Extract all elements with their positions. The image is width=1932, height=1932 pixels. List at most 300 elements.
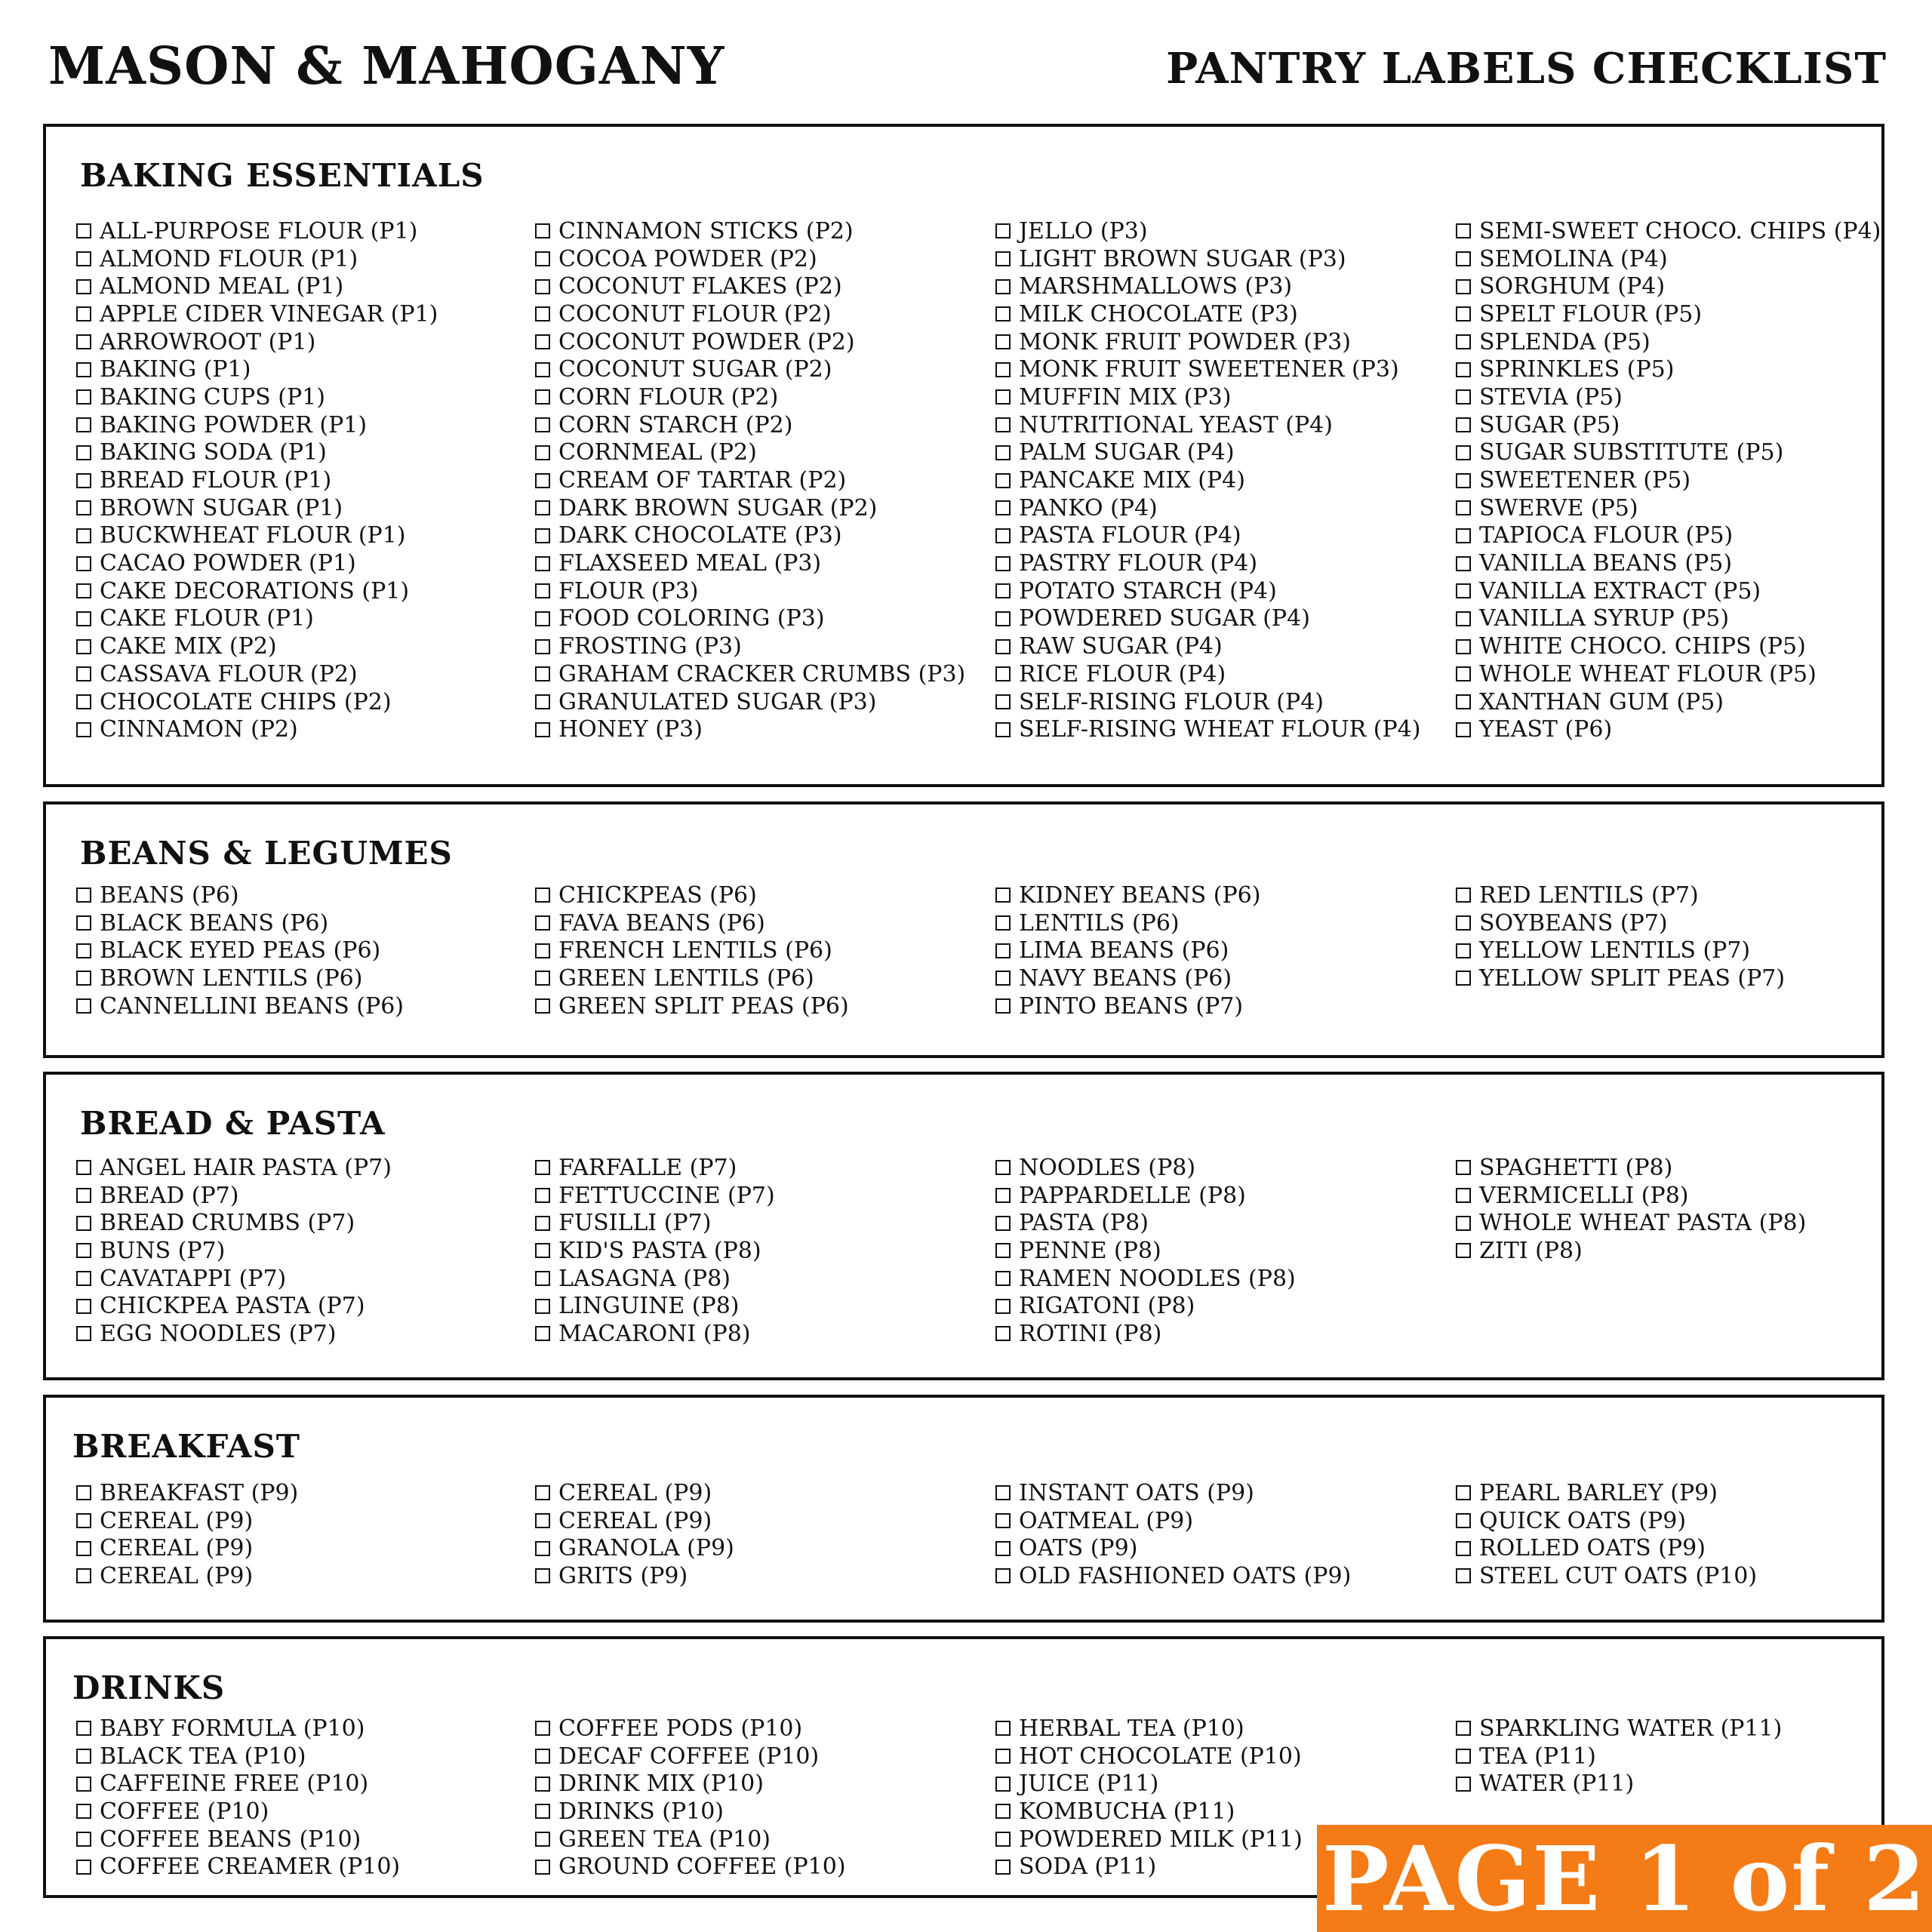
checkbox[interactable] <box>76 417 91 432</box>
checklist-item[interactable] <box>535 992 995 1020</box>
checklist-item[interactable] <box>535 300 995 328</box>
checkbox[interactable] <box>1456 1513 1471 1528</box>
checklist-item[interactable] <box>995 632 1456 660</box>
checkbox[interactable] <box>535 1160 550 1175</box>
checklist-item[interactable] <box>1456 245 1909 273</box>
checkbox[interactable] <box>995 223 1011 238</box>
checkbox[interactable] <box>76 528 91 543</box>
checklist-item[interactable] <box>1456 355 1909 383</box>
checklist-item[interactable] <box>76 1479 535 1507</box>
checklist-item[interactable] <box>535 937 995 964</box>
checklist-item[interactable] <box>535 715 995 743</box>
checkbox[interactable] <box>995 1243 1011 1258</box>
checklist-item[interactable] <box>1456 272 1909 300</box>
checkbox[interactable] <box>535 1513 550 1528</box>
checklist-item[interactable] <box>995 605 1456 633</box>
checklist-item[interactable] <box>995 1154 1456 1182</box>
checkbox[interactable] <box>76 1188 91 1203</box>
checkbox[interactable] <box>995 556 1011 571</box>
checkbox[interactable] <box>995 334 1011 349</box>
checkbox[interactable] <box>76 473 91 488</box>
checklist-item[interactable] <box>535 411 995 439</box>
checklist-item[interactable] <box>76 909 535 937</box>
checklist-item[interactable] <box>995 383 1456 411</box>
checklist-item[interactable] <box>76 1265 535 1293</box>
checklist-item[interactable] <box>76 715 535 743</box>
checkbox[interactable] <box>1456 1568 1471 1583</box>
checklist-item[interactable] <box>76 577 535 605</box>
checklist-item[interactable] <box>76 494 535 522</box>
checklist-item[interactable] <box>1456 937 1909 964</box>
checkbox[interactable] <box>535 1777 550 1792</box>
checklist-item[interactable] <box>995 300 1456 328</box>
checkbox[interactable] <box>76 500 91 515</box>
checklist-item[interactable] <box>76 1534 535 1562</box>
checklist-item[interactable] <box>535 522 995 550</box>
checklist-item[interactable] <box>76 549 535 577</box>
checkbox[interactable] <box>995 1188 1011 1203</box>
checklist-item[interactable] <box>535 217 995 245</box>
checkbox[interactable] <box>535 1860 550 1875</box>
checklist-item[interactable] <box>1456 439 1909 467</box>
checklist-item[interactable] <box>76 1237 535 1265</box>
checklist-item[interactable] <box>76 328 535 356</box>
checklist-item[interactable] <box>535 1715 995 1743</box>
checkbox[interactable] <box>76 445 91 460</box>
checkbox[interactable] <box>76 971 91 986</box>
checkbox[interactable] <box>995 528 1011 543</box>
checkbox[interactable] <box>76 666 91 681</box>
checkbox[interactable] <box>1456 445 1471 460</box>
checkbox[interactable] <box>535 722 550 737</box>
checkbox[interactable] <box>995 1326 1011 1341</box>
checklist-item[interactable] <box>995 328 1456 356</box>
checklist-item[interactable] <box>535 1798 995 1826</box>
checkbox[interactable] <box>535 334 550 349</box>
checkbox[interactable] <box>1456 694 1471 709</box>
checklist-item[interactable] <box>535 605 995 633</box>
checklist-item[interactable] <box>1456 632 1909 660</box>
checklist-item[interactable] <box>76 1770 535 1798</box>
checkbox[interactable] <box>76 1721 91 1736</box>
checklist-item[interactable] <box>995 715 1456 743</box>
checklist-item[interactable] <box>76 660 535 688</box>
checkbox[interactable] <box>1456 1188 1471 1203</box>
checklist-item[interactable] <box>535 660 995 688</box>
checkbox[interactable] <box>76 998 91 1014</box>
checklist-item[interactable] <box>535 577 995 605</box>
checkbox[interactable] <box>76 279 91 294</box>
checkbox[interactable] <box>76 694 91 709</box>
checklist-item[interactable] <box>76 1562 535 1590</box>
checklist-item[interactable] <box>76 300 535 328</box>
checklist-item[interactable] <box>1456 881 1909 909</box>
checkbox[interactable] <box>535 1485 550 1500</box>
checkbox[interactable] <box>995 500 1011 515</box>
checkbox[interactable] <box>1456 251 1471 266</box>
checklist-item[interactable] <box>1456 383 1909 411</box>
checklist-item[interactable] <box>995 245 1456 273</box>
checkbox[interactable] <box>535 611 550 626</box>
checkbox[interactable] <box>535 1299 550 1314</box>
checklist-item[interactable] <box>535 328 995 356</box>
checkbox[interactable] <box>1456 722 1471 737</box>
checkbox[interactable] <box>1456 639 1471 654</box>
checklist-item[interactable] <box>535 1182 995 1210</box>
checkbox[interactable] <box>1456 1541 1471 1556</box>
checkbox[interactable] <box>1456 389 1471 405</box>
checklist-item[interactable] <box>995 992 1456 1020</box>
checklist-item[interactable] <box>76 466 535 494</box>
checklist-item[interactable] <box>995 1507 1456 1535</box>
checkbox[interactable] <box>1456 1216 1471 1231</box>
checklist-item[interactable] <box>535 466 995 494</box>
checklist-item[interactable] <box>995 494 1456 522</box>
checkbox[interactable] <box>1456 888 1471 903</box>
checkbox[interactable] <box>535 500 550 515</box>
checklist-item[interactable] <box>995 909 1456 937</box>
checklist-item[interactable] <box>76 1292 535 1320</box>
checklist-item[interactable] <box>535 1770 995 1798</box>
checklist-item[interactable] <box>76 522 535 550</box>
checklist-item[interactable] <box>535 439 995 467</box>
checklist-item[interactable] <box>535 1853 995 1881</box>
checklist-item[interactable] <box>995 439 1456 467</box>
checklist-item[interactable] <box>76 1209 535 1237</box>
checkbox[interactable] <box>995 1216 1011 1231</box>
checklist-item[interactable] <box>1456 605 1909 633</box>
checklist-item[interactable] <box>995 1770 1456 1798</box>
checklist-item[interactable] <box>76 688 535 716</box>
checklist-item[interactable] <box>1456 1479 1909 1507</box>
checkbox[interactable] <box>1456 362 1471 377</box>
checklist-item[interactable] <box>1456 964 1909 992</box>
checklist-item[interactable] <box>535 881 995 909</box>
checkbox[interactable] <box>535 1216 550 1231</box>
checklist-item[interactable] <box>76 439 535 467</box>
checklist-item[interactable] <box>1456 411 1909 439</box>
checkbox[interactable] <box>76 611 91 626</box>
checklist-item[interactable] <box>995 466 1456 494</box>
checkbox[interactable] <box>995 943 1011 958</box>
checklist-item[interactable] <box>1456 660 1909 688</box>
checklist-item[interactable] <box>535 688 995 716</box>
checkbox[interactable] <box>535 417 550 432</box>
checkbox[interactable] <box>1456 1777 1471 1792</box>
checklist-item[interactable] <box>995 1562 1456 1590</box>
checkbox[interactable] <box>76 1860 91 1875</box>
checklist-item[interactable] <box>1456 300 1909 328</box>
checkbox[interactable] <box>995 639 1011 654</box>
checkbox[interactable] <box>995 1832 1011 1847</box>
checklist-item[interactable] <box>76 272 535 300</box>
checkbox[interactable] <box>76 223 91 238</box>
checkbox[interactable] <box>76 1299 91 1314</box>
checkbox[interactable] <box>76 306 91 321</box>
checkbox[interactable] <box>995 362 1011 377</box>
checkbox[interactable] <box>535 998 550 1014</box>
checklist-item[interactable] <box>995 1265 1456 1293</box>
checklist-item[interactable] <box>535 549 995 577</box>
checklist-item[interactable] <box>995 1798 1456 1826</box>
checklist-item[interactable] <box>1456 1562 1909 1590</box>
checkbox[interactable] <box>995 473 1011 488</box>
checkbox[interactable] <box>995 1271 1011 1286</box>
checkbox[interactable] <box>995 279 1011 294</box>
checkbox[interactable] <box>995 971 1011 986</box>
checkbox[interactable] <box>1456 611 1471 626</box>
checkbox[interactable] <box>995 666 1011 681</box>
checkbox[interactable] <box>76 1271 91 1286</box>
checklist-item[interactable] <box>1456 1507 1909 1535</box>
checklist-item[interactable] <box>1456 494 1909 522</box>
checkbox[interactable] <box>1456 1749 1471 1764</box>
checkbox[interactable] <box>535 306 550 321</box>
checklist-item[interactable] <box>76 1154 535 1182</box>
checklist-item[interactable] <box>995 577 1456 605</box>
checklist-item[interactable] <box>1456 522 1909 550</box>
checklist-item[interactable] <box>76 964 535 992</box>
checkbox[interactable] <box>995 998 1011 1014</box>
checklist-item[interactable] <box>1456 577 1909 605</box>
checkbox[interactable] <box>995 1860 1011 1875</box>
checkbox[interactable] <box>535 279 550 294</box>
checkbox[interactable] <box>76 639 91 654</box>
checklist-item[interactable] <box>995 549 1456 577</box>
checklist-item[interactable] <box>76 1853 535 1881</box>
checkbox[interactable] <box>1456 915 1471 931</box>
checkbox[interactable] <box>535 666 550 681</box>
checklist-item[interactable] <box>1456 1182 1909 1210</box>
checklist-item[interactable] <box>995 1715 1456 1743</box>
checkbox[interactable] <box>76 943 91 958</box>
checklist-item[interactable] <box>535 964 995 992</box>
checkbox[interactable] <box>995 1160 1011 1175</box>
checkbox[interactable] <box>995 1299 1011 1314</box>
checkbox[interactable] <box>535 583 550 598</box>
checkbox[interactable] <box>76 722 91 737</box>
checkbox[interactable] <box>76 583 91 598</box>
checklist-item[interactable] <box>76 1826 535 1854</box>
checkbox[interactable] <box>76 1749 91 1764</box>
checkbox[interactable] <box>995 1485 1011 1500</box>
checkbox[interactable] <box>535 556 550 571</box>
checkbox[interactable] <box>76 1513 91 1528</box>
checkbox[interactable] <box>995 611 1011 626</box>
checkbox[interactable] <box>995 1804 1011 1819</box>
checklist-item[interactable] <box>535 1534 995 1562</box>
checklist-item[interactable] <box>535 1154 995 1182</box>
checklist-item[interactable] <box>76 632 535 660</box>
checklist-item[interactable] <box>76 383 535 411</box>
checkbox[interactable] <box>76 1804 91 1819</box>
checkbox[interactable] <box>535 1188 550 1203</box>
checkbox[interactable] <box>535 362 550 377</box>
checklist-item[interactable] <box>76 1182 535 1210</box>
checkbox[interactable] <box>535 389 550 405</box>
checkbox[interactable] <box>76 556 91 571</box>
checkbox[interactable] <box>1456 473 1471 488</box>
checklist-item[interactable] <box>1456 1534 1909 1562</box>
checklist-item[interactable] <box>76 245 535 273</box>
checkbox[interactable] <box>1456 971 1471 986</box>
checklist-item[interactable] <box>995 1237 1456 1265</box>
checkbox[interactable] <box>76 334 91 349</box>
checklist-item[interactable] <box>1456 1715 1909 1743</box>
checkbox[interactable] <box>535 1721 550 1736</box>
checklist-item[interactable] <box>535 383 995 411</box>
checkbox[interactable] <box>535 1832 550 1847</box>
checklist-item[interactable] <box>995 1479 1456 1507</box>
checklist-item[interactable] <box>995 964 1456 992</box>
checklist-item[interactable] <box>995 1292 1456 1320</box>
checkbox[interactable] <box>1456 417 1471 432</box>
checklist-item[interactable] <box>535 1209 995 1237</box>
checklist-item[interactable] <box>535 272 995 300</box>
checklist-item[interactable] <box>76 1320 535 1348</box>
checkbox[interactable] <box>1456 500 1471 515</box>
checkbox[interactable] <box>995 694 1011 709</box>
checkbox[interactable] <box>995 445 1011 460</box>
checkbox[interactable] <box>995 306 1011 321</box>
checklist-item[interactable] <box>535 1292 995 1320</box>
checklist-item[interactable] <box>535 1237 995 1265</box>
checklist-item[interactable] <box>76 1507 535 1535</box>
checkbox[interactable] <box>535 1326 550 1341</box>
checklist-item[interactable] <box>76 992 535 1020</box>
checklist-item[interactable] <box>535 1265 995 1293</box>
checkbox[interactable] <box>76 1216 91 1231</box>
checkbox[interactable] <box>76 389 91 405</box>
checkbox[interactable] <box>76 1160 91 1175</box>
checklist-item[interactable] <box>995 1534 1456 1562</box>
checkbox[interactable] <box>535 694 550 709</box>
checkbox[interactable] <box>535 1541 550 1556</box>
checkbox[interactable] <box>535 1749 550 1764</box>
checklist-item[interactable] <box>1456 1743 1909 1770</box>
checklist-item[interactable] <box>1456 909 1909 937</box>
checkbox[interactable] <box>995 915 1011 931</box>
checklist-item[interactable] <box>1456 1237 1909 1265</box>
checkbox[interactable] <box>76 1568 91 1583</box>
checkbox[interactable] <box>535 971 550 986</box>
checkbox[interactable] <box>535 1271 550 1286</box>
checklist-item[interactable] <box>76 1743 535 1770</box>
checklist-item[interactable] <box>535 1562 995 1590</box>
checklist-item[interactable] <box>995 937 1456 964</box>
checklist-item[interactable] <box>1456 466 1909 494</box>
checkbox[interactable] <box>995 1749 1011 1764</box>
checkbox[interactable] <box>76 1541 91 1556</box>
checkbox[interactable] <box>1456 556 1471 571</box>
checkbox[interactable] <box>1456 1160 1471 1175</box>
checkbox[interactable] <box>535 251 550 266</box>
checklist-item[interactable] <box>535 1320 995 1348</box>
checklist-item[interactable] <box>995 1743 1456 1770</box>
checkbox[interactable] <box>995 1568 1011 1583</box>
checklist-item[interactable] <box>995 217 1456 245</box>
checklist-item[interactable] <box>1456 1209 1909 1237</box>
checklist-item[interactable] <box>535 1507 995 1535</box>
checkbox[interactable] <box>76 1243 91 1258</box>
checklist-item[interactable] <box>76 1715 535 1743</box>
checkbox[interactable] <box>1456 223 1471 238</box>
checklist-item[interactable] <box>76 1798 535 1826</box>
checklist-item[interactable] <box>995 1182 1456 1210</box>
checklist-item[interactable] <box>76 355 535 383</box>
checklist-item[interactable] <box>1456 688 1909 716</box>
checkbox[interactable] <box>76 1326 91 1341</box>
checklist-item[interactable] <box>995 411 1456 439</box>
checklist-item[interactable] <box>995 660 1456 688</box>
checkbox[interactable] <box>995 1721 1011 1736</box>
checklist-item[interactable] <box>1456 217 1909 245</box>
checkbox[interactable] <box>535 943 550 958</box>
checkbox[interactable] <box>535 915 550 931</box>
checkbox[interactable] <box>995 1513 1011 1528</box>
checkbox[interactable] <box>535 1568 550 1583</box>
checkbox[interactable] <box>995 722 1011 737</box>
checklist-item[interactable] <box>1456 1154 1909 1182</box>
checklist-item[interactable] <box>995 688 1456 716</box>
checkbox[interactable] <box>535 445 550 460</box>
checklist-item[interactable] <box>535 494 995 522</box>
checkbox[interactable] <box>535 1804 550 1819</box>
checkbox[interactable] <box>1456 943 1471 958</box>
checklist-item[interactable] <box>76 881 535 909</box>
checkbox[interactable] <box>76 1485 91 1500</box>
checklist-item[interactable] <box>76 411 535 439</box>
checkbox[interactable] <box>76 1832 91 1847</box>
checkbox[interactable] <box>1456 306 1471 321</box>
checklist-item[interactable] <box>535 355 995 383</box>
checkbox[interactable] <box>995 417 1011 432</box>
checkbox[interactable] <box>995 888 1011 903</box>
checkbox[interactable] <box>1456 334 1471 349</box>
checklist-item[interactable] <box>1456 549 1909 577</box>
checkbox[interactable] <box>995 389 1011 405</box>
checklist-item[interactable] <box>76 605 535 633</box>
checkbox[interactable] <box>1456 666 1471 681</box>
checklist-item[interactable] <box>535 245 995 273</box>
checklist-item[interactable] <box>995 355 1456 383</box>
checkbox[interactable] <box>1456 1243 1471 1258</box>
checklist-item[interactable] <box>535 1826 995 1854</box>
checkbox[interactable] <box>76 1777 91 1792</box>
checklist-item[interactable] <box>76 217 535 245</box>
checkbox[interactable] <box>76 915 91 931</box>
checkbox[interactable] <box>535 223 550 238</box>
checkbox[interactable] <box>1456 583 1471 598</box>
checklist-item[interactable] <box>995 1320 1456 1348</box>
checkbox[interactable] <box>535 888 550 903</box>
checkbox[interactable] <box>76 251 91 266</box>
checklist-item[interactable] <box>535 1743 995 1770</box>
checklist-item[interactable] <box>76 937 535 964</box>
checklist-item[interactable] <box>535 632 995 660</box>
checkbox[interactable] <box>76 362 91 377</box>
checkbox[interactable] <box>535 528 550 543</box>
checklist-item[interactable] <box>1456 328 1909 356</box>
checkbox[interactable] <box>535 1243 550 1258</box>
checkbox[interactable] <box>995 1777 1011 1792</box>
checkbox[interactable] <box>995 251 1011 266</box>
checklist-item[interactable] <box>995 1209 1456 1237</box>
checklist-item[interactable] <box>995 522 1456 550</box>
checklist-item[interactable] <box>995 272 1456 300</box>
checklist-item[interactable] <box>1456 1770 1909 1798</box>
checkbox[interactable] <box>1456 1721 1471 1736</box>
